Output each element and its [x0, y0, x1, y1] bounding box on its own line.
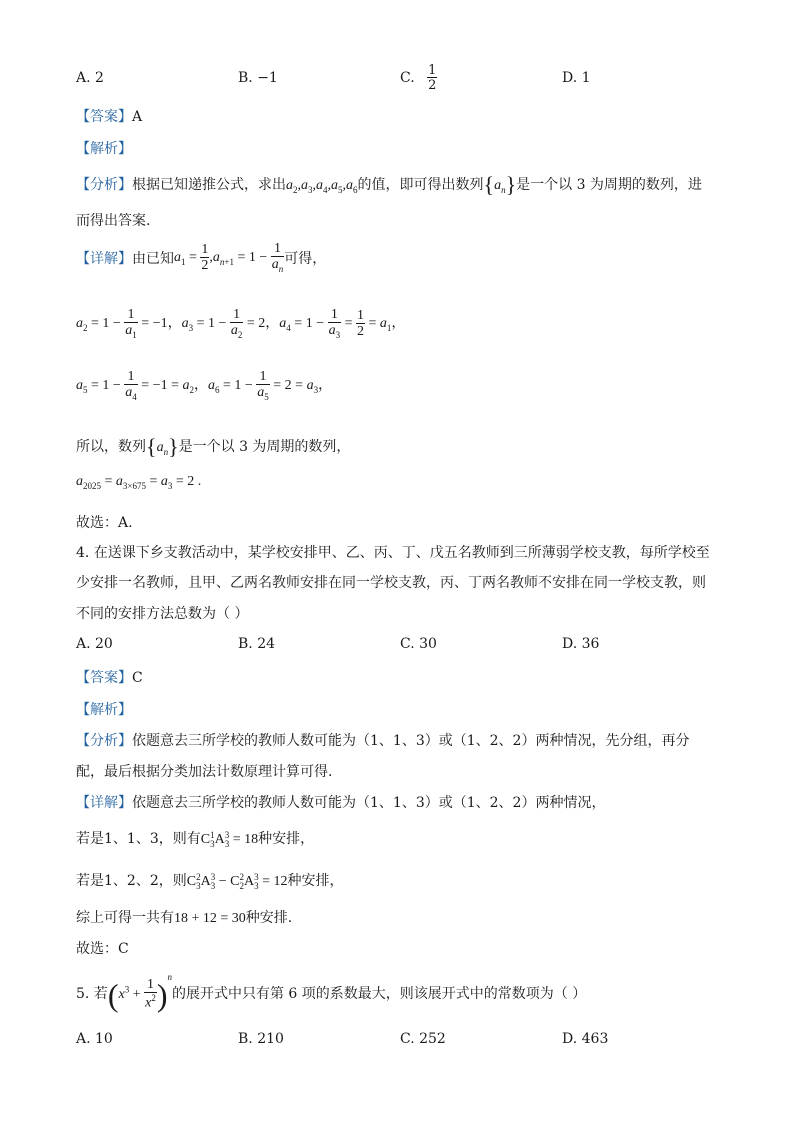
q4-total: 综上可得一共有18 + 12 = 30种安排. [76, 910, 293, 926]
recurrence-formula: $a_1$ = $\frac{1}{2}$ $,a_{n+1} = 1$ − $\frac{1}{a_n}$ [174, 241, 284, 274]
q3-calc-line2: $a_5 = 1$ − $\frac{1}{a_4}$ = $-1 = a_2$，$a_6 = 1$ − $\frac{1}{a_5}$ = $2 = a_3$， [76, 369, 333, 402]
xiangjie-text: 可得， [284, 250, 327, 267]
fenxi-tag: 【分析】 [76, 733, 132, 749]
q4-case1: 若是1、1、3，则有C 1 3 A 3 3 = 18种安排， [76, 830, 315, 849]
q5-option-c: C. 252 [400, 1031, 446, 1047]
q3-xiangjie-line1 [76, 242, 326, 274]
sequence-terms: $a_2,a_3,a_4,a_5,a_6$ [286, 178, 358, 195]
answer-value: C [132, 670, 143, 686]
q4-choose: 故选：C [76, 941, 129, 957]
sequence-set: $\{a_n\}$ [146, 434, 179, 459]
q4-option-d: D. 36 [562, 636, 600, 652]
q4-stem-line2: 少安排一名教师，且甲、乙两名教师安排在同一学校支教，丙、丁两名教师不安排在同一学校支教，则 [76, 575, 706, 591]
q5-option-d: D. 463 [562, 1031, 609, 1047]
q3-choose: 故选：A. [76, 515, 133, 531]
q4-option-b: B. 24 [238, 636, 276, 652]
q3-option-a: A. 2 [76, 70, 104, 86]
q3-calc-line1: $a_2 = 1$ − $\frac{1}{a_1}$ = −1，$a_3 = 1$ − $\frac{1}{a_2}$ = 2，$a_4 = 1$ − $\frac{1}{a_3}$ = $\frac{1}{2}$ = $a_1$， [76, 307, 406, 340]
q3-option-c-label: C. [400, 70, 415, 86]
q5-option-b: B. 210 [238, 1031, 284, 1047]
answer-value: A [132, 109, 143, 125]
sum-formula: 18 + 12 = 30 [174, 911, 246, 926]
q4-fenxi-line1: 【分析】依题意去三所学校的教师人数可能为（1、1、3）或（1、2、2）两种情况，先分组，再分 [76, 733, 690, 749]
q3-option-c-fraction: $\frac{1}{2}$ [428, 63, 437, 93]
q3-option-d: D. 1 [562, 70, 591, 86]
q3-analysis-tag: 【解析】 [76, 141, 132, 157]
q4-option-a: A. 20 [76, 636, 113, 652]
fenxi-text: 是一个以 3 为周期的数列，进 [516, 177, 702, 193]
q3-answer [76, 106, 142, 126]
q5-stem: 5. 若($x^3$ + $\frac{1}{x^2}$ )$^n$的展开式中只有第 6 项的系数最大，则该展开式中的常数项为（ ） [76, 972, 587, 1013]
xiangjie-text: 由已知 [132, 250, 174, 267]
xiangjie-tag: 【详解】 [76, 795, 132, 811]
q4-option-c: C. 30 [400, 636, 437, 652]
q3-option-c [400, 64, 437, 92]
q5-option-a: A. 10 [76, 1031, 113, 1047]
permutation-formula: C 2 3 A 3 3 − C 2 2 A 3 3 = 12 [186, 872, 288, 891]
q4-stem-line3: 不同的安排方法总数为（ ） [76, 606, 249, 622]
fenxi-text: 的值，即可得出数列 [357, 177, 484, 193]
fenxi-text: 根据已知递推公式，求出 [132, 177, 286, 193]
answer-tag: 【答案】 [76, 670, 132, 686]
q4-fenxi-line2: 配，最后根据分类加法计数原理计算可得. [76, 764, 333, 780]
binomial-expression: ($x^3$ + $\frac{1}{x^2}$ )$^n$ [107, 972, 172, 1013]
permutation-formula: C 1 3 A 3 3 = 18 [200, 830, 259, 849]
q4-analysis-tag: 【解析】 [76, 702, 132, 718]
q3-fenxi-line1 [76, 172, 702, 198]
q4-case2: 若是1、2、2，则C 2 3 A 3 3 − C 2 2 A 3 3 = 12种安排， [76, 872, 344, 891]
q3-fenxi-line2: 而得出答案. [76, 213, 151, 229]
q4-stem-line1: 4. 在送课下乡支教活动中，某学校安排甲、乙、丙、丁、戊五名教师到三所薄弱学校支教，每所学校至 [76, 545, 710, 561]
fenxi-tag: 【分析】 [76, 177, 132, 193]
q3-final-value: $a_{2025} = a_{3\times 675} = a_3 = 2$ . [76, 474, 202, 491]
q4-xiangjie-line1: 【详解】依题意去三所学校的教师人数可能为（1、1、3）或（1、2、2）两种情况， [76, 795, 606, 811]
sequence-set: $\{a_n\}$ [483, 172, 517, 197]
answer-tag: 【答案】 [76, 109, 132, 125]
q3-conclusion: 所以，数列$\{a_n\}$是一个以 3 为周期的数列， [76, 434, 351, 459]
xiangjie-tag: 【详解】 [76, 250, 132, 267]
q3-option-b: B. −1 [238, 70, 278, 86]
q4-answer [76, 667, 143, 687]
